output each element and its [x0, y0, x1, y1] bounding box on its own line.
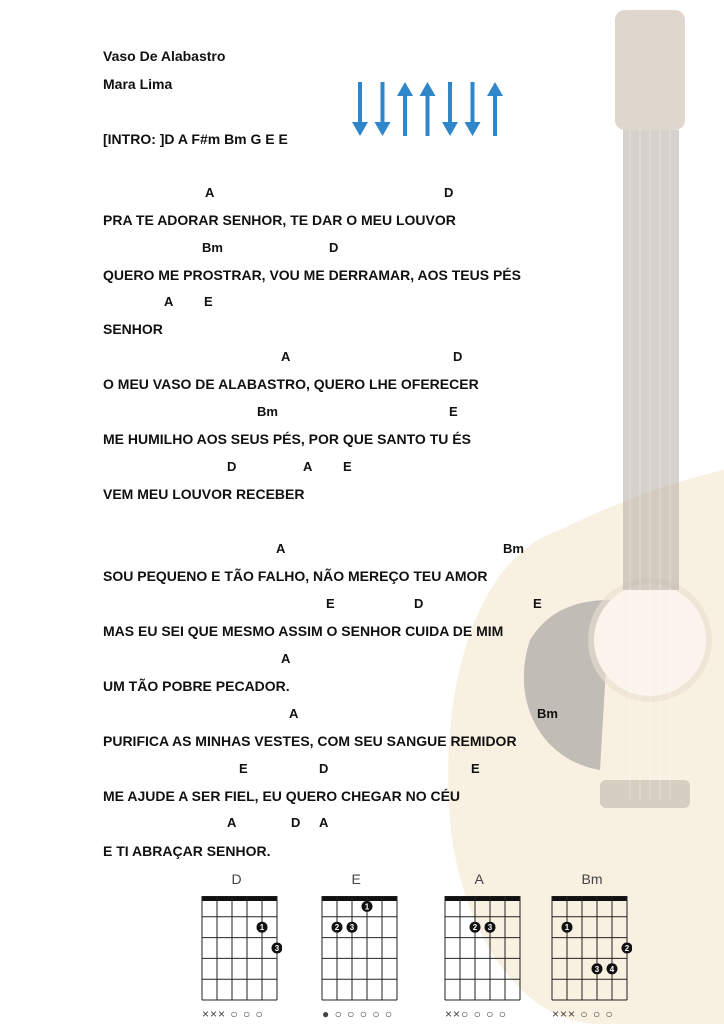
chord-label: Bm — [202, 240, 223, 255]
chord-label: D — [227, 459, 237, 474]
finger-number: 3 — [487, 923, 493, 933]
strum-arrow-down — [442, 82, 458, 136]
chord-label: Bm — [503, 541, 524, 556]
chord-label: A — [164, 294, 174, 309]
chord-label: A — [276, 541, 286, 556]
finger-number: 1 — [364, 902, 370, 912]
nut — [552, 896, 627, 901]
chord-label: A — [281, 349, 291, 364]
chord-label: E — [449, 404, 458, 419]
strum-arrow-down — [465, 82, 481, 136]
song-title: Vaso De Alabastro — [103, 48, 226, 64]
finger-number: 4 — [609, 964, 615, 974]
chord-label: E — [239, 761, 248, 776]
chord-label: A — [205, 185, 215, 200]
lyric-line: SOU PEQUENO E TÃO FALHO, NÃO MEREÇO TEU AMOR — [103, 568, 488, 584]
lyric-line: VEM MEU LOUVOR RECEBER — [103, 486, 305, 502]
chord-label: E — [471, 761, 480, 776]
nut — [202, 896, 277, 901]
chord-label: E — [204, 294, 213, 309]
strum-arrow-down — [352, 82, 368, 136]
finger-number: 1 — [259, 923, 265, 933]
lyric-line: PRA TE ADORAR SENHOR, TE DAR O MEU LOUVOR — [103, 212, 456, 228]
chord-diagram-name: E — [351, 871, 361, 887]
chord-label: D — [453, 349, 463, 364]
chord-diagram-name: D — [231, 871, 242, 887]
chord-label: A — [319, 815, 329, 830]
finger-number: 2 — [624, 944, 630, 953]
open-string-marks: ××× ○ ○ ○ — [202, 1007, 264, 1021]
chord-label: D — [414, 596, 424, 611]
chord-label: A — [289, 706, 299, 721]
open-string-marks: ××× ○ ○ ○ — [552, 1007, 614, 1021]
finger-number: 2 — [334, 923, 340, 933]
finger-number: 3 — [594, 964, 600, 974]
song-intro: [INTRO: ]D A F#m Bm G E E — [103, 131, 288, 147]
lyric-line: PURIFICA AS MINHAS VESTES, COM SEU SANGUE REMIDOR — [103, 733, 517, 749]
chord-label: E — [343, 459, 352, 474]
strumming-pattern — [346, 78, 510, 140]
lyric-line: ME HUMILHO AOS SEUS PÉS, POR QUE SANTO TU ÉS — [103, 431, 471, 447]
strum-arrow-up — [420, 82, 436, 136]
chord-label: Bm — [537, 706, 558, 721]
chord-label: D — [444, 185, 454, 200]
finger-number: 3 — [349, 923, 355, 933]
chord-label: E — [533, 596, 542, 611]
lyric-line: MAS EU SEI QUE MESMO ASSIM O SENHOR CUIDA DE MIM — [103, 623, 504, 639]
strum-arrow-down — [375, 82, 391, 136]
chord-label: D — [291, 815, 301, 830]
chord-diagram-name: A — [474, 871, 484, 887]
lyric-line: SENHOR — [103, 321, 163, 337]
chord-label: A — [303, 459, 313, 474]
finger-number: 3 — [274, 944, 280, 953]
open-string-marks: ● ○ ○ ○ ○ ○ — [322, 1007, 394, 1021]
nut — [322, 896, 397, 901]
chord-diagram-name: Bm — [581, 871, 603, 887]
song-artist: Mara Lima — [103, 76, 173, 92]
chord-label: E — [326, 596, 335, 611]
lyric-line: UM TÃO POBRE PECADOR. — [103, 678, 290, 694]
lyric-line: QUERO ME PROSTRAR, VOU ME DERRAMAR, AOS TEUS PÉS — [103, 267, 521, 283]
strum-arrow-up — [487, 82, 503, 136]
chord-label: D — [329, 240, 339, 255]
lyric-line: E TI ABRAÇAR SENHOR. — [103, 843, 271, 859]
chord-label: Bm — [257, 404, 278, 419]
nut — [445, 896, 520, 901]
lyric-line: O MEU VASO DE ALABASTRO, QUERO LHE OFERECER — [103, 376, 479, 392]
open-string-marks: ××○ ○ ○ ○ — [445, 1007, 508, 1021]
chord-label: A — [227, 815, 237, 830]
chord-label: D — [319, 761, 329, 776]
finger-number: 1 — [564, 923, 570, 933]
lyric-line: ME AJUDE A SER FIEL, EU QUERO CHEGAR NO CÉU — [103, 788, 461, 804]
finger-number: 2 — [472, 923, 478, 933]
chord-label: A — [281, 651, 291, 666]
strum-arrow-up — [397, 82, 413, 136]
